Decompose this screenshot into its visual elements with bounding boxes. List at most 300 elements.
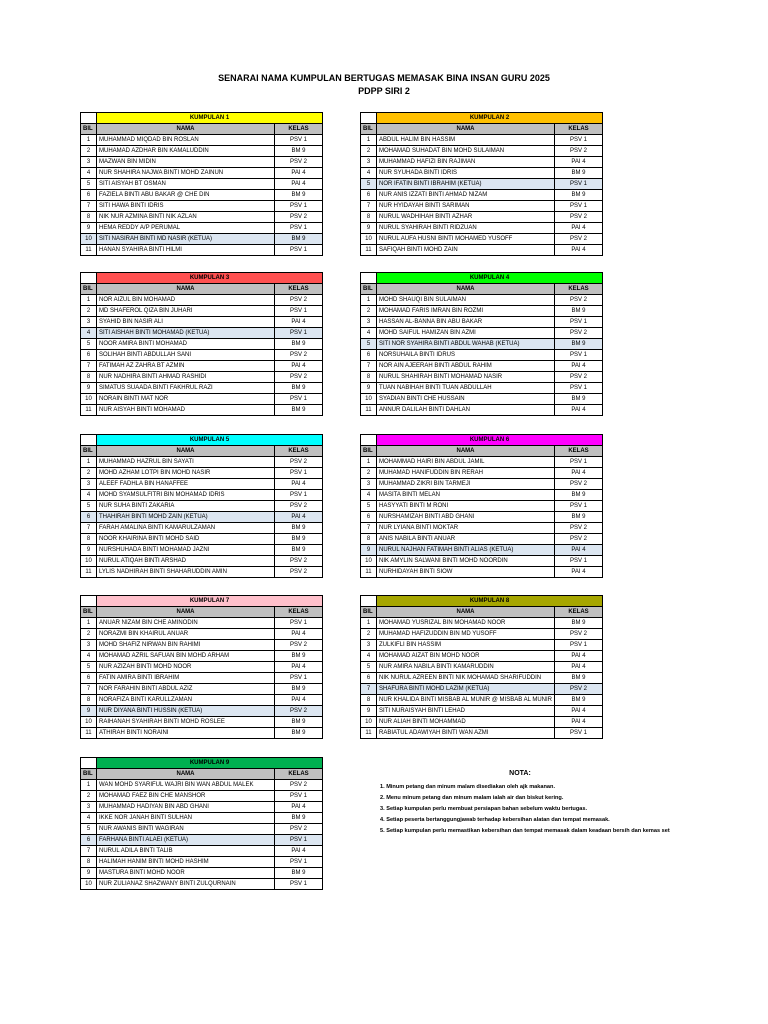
group-header-blank <box>81 273 97 284</box>
table-row <box>361 695 603 706</box>
member-name: SHAFURA BINTI MOHD LAZIM (KETUA) <box>377 684 555 695</box>
member-name: MUHAMMAD HADIYAN BIN ABD GHANI <box>97 802 275 813</box>
table-row <box>81 212 323 223</box>
row-number: 5 <box>361 179 377 190</box>
note-item: 1. Minum petang dan minum malam disediakan oleh ajk makanan. <box>380 784 556 790</box>
group-title: KUMPULAN 4 <box>377 273 603 284</box>
member-name: MUHAMMAD ZIKRI BIN TARMEJI <box>377 479 555 490</box>
table-row <box>81 350 323 361</box>
member-name: MOHD AZHAM LOTPI BIN MOHD NASIR <box>97 468 275 479</box>
table-row <box>361 394 603 405</box>
member-class: PSV 1 <box>555 383 603 394</box>
member-class: PSV 2 <box>555 523 603 534</box>
group-table <box>80 595 323 739</box>
column-header-nama: NAMA <box>97 446 275 457</box>
table-row <box>81 728 323 739</box>
member-class: BM 9 <box>275 234 323 245</box>
table-row <box>81 662 323 673</box>
member-name: NORAIN BINTI MAT NOR <box>97 394 275 405</box>
member-class: PSV 1 <box>275 394 323 405</box>
member-class: BM 9 <box>275 813 323 824</box>
row-number: 9 <box>361 706 377 717</box>
table-row <box>81 157 323 168</box>
column-header-nama: NAMA <box>377 124 555 135</box>
member-name: NUR AZIZAH BINTI MOHD NOOR <box>97 662 275 673</box>
member-class: BM 9 <box>275 684 323 695</box>
member-class: PSV 1 <box>555 728 603 739</box>
member-name: NUR AWANIS BINTI WAGIRAN <box>97 824 275 835</box>
member-class: PSV 2 <box>275 567 323 578</box>
table-row <box>81 706 323 717</box>
member-name: SOLIHAH BINTI ABDULLAH SANI <box>97 350 275 361</box>
member-name: ALEEF FADHLA BIN HANAFFEE <box>97 479 275 490</box>
member-class: PSV 1 <box>275 857 323 868</box>
member-name: SYAHID BIN NASIR ALI <box>97 317 275 328</box>
table-row <box>361 651 603 662</box>
row-number: 2 <box>361 468 377 479</box>
table-row <box>81 835 323 846</box>
table-row <box>361 468 603 479</box>
table-row <box>361 490 603 501</box>
member-class: PSV 1 <box>555 501 603 512</box>
member-class: PSV 2 <box>555 629 603 640</box>
row-number: 2 <box>361 146 377 157</box>
row-number: 7 <box>81 361 97 372</box>
member-name: NURUL NAJHAN FATIMAH BINTI ALIAS (KETUA) <box>377 545 555 556</box>
member-class: BM 9 <box>275 339 323 350</box>
note-item: 5. Setiap kumpulan perlu memastikan kebersihan dan tempat memasak dalam keadaan bersih dan kemas set <box>380 828 670 834</box>
document-subtitle: PDPP SIRI 2 <box>358 86 410 96</box>
member-class: PSV 2 <box>275 295 323 306</box>
table-row <box>361 640 603 651</box>
column-header-bil: BIL <box>361 124 377 135</box>
member-name: MUHAMMAD MIQDAD BIN ROSLAN <box>97 135 275 146</box>
member-name: MOHAMAD AIZAT BIN MOHD NOOR <box>377 651 555 662</box>
member-name: HEMA REDDY A/P PERUMAL <box>97 223 275 234</box>
table-row <box>81 695 323 706</box>
member-name: NUR KHALIDA BINTI MISBAB AL MUNIR @ MISBAB AL MUNIR <box>377 695 555 706</box>
table-row <box>81 780 323 791</box>
member-class: PAI 4 <box>275 512 323 523</box>
member-name: NUR SHAHIRA NAJWA BINTI MOHD ZAINUN <box>97 168 275 179</box>
table-row <box>81 523 323 534</box>
member-name: NURSHAMIZAH BINTI ABD GHANI <box>377 512 555 523</box>
row-number: 7 <box>81 201 97 212</box>
member-class: PSV 1 <box>275 223 323 234</box>
table-row <box>81 640 323 651</box>
row-number: 1 <box>361 135 377 146</box>
table-row <box>361 717 603 728</box>
row-number: 2 <box>81 306 97 317</box>
row-number: 9 <box>361 545 377 556</box>
row-number: 7 <box>81 684 97 695</box>
member-name: NOR IFATIN BINTI IBRAHIM (KETUA) <box>377 179 555 190</box>
member-class: PSV 1 <box>555 556 603 567</box>
member-name: SITI NOR SYAHIRA BINTI ABDUL WAHAB (KETUA) <box>377 339 555 350</box>
member-class: PAI 4 <box>275 317 323 328</box>
table-row <box>361 135 603 146</box>
row-number: 4 <box>361 490 377 501</box>
member-class: PSV 1 <box>275 245 323 256</box>
table-row <box>361 673 603 684</box>
row-number: 11 <box>361 567 377 578</box>
member-class: BM 9 <box>555 339 603 350</box>
member-class: PSV 1 <box>275 618 323 629</box>
table-row <box>81 223 323 234</box>
member-name: MOHAMAD FARIS IMRAN BIN ROZMI <box>377 306 555 317</box>
table-row <box>361 567 603 578</box>
member-class: PSV 2 <box>275 350 323 361</box>
member-name: MOHAMAD AZRIL SAFUAN BIN MOHD ARHAM <box>97 651 275 662</box>
member-name: MUHAMAD AZDHAR BIN KAMALUDDIN <box>97 146 275 157</box>
group-table <box>360 272 603 416</box>
member-name: NOR FARAHIN BINTI ABDUL AZIZ <box>97 684 275 695</box>
member-name: NUR AMIRA NABILA BINTI KAMARUDDIN <box>377 662 555 673</box>
member-class: PSV 2 <box>555 328 603 339</box>
member-class: PSV 1 <box>555 317 603 328</box>
member-name: NURUL ADILA BINTI TALIB <box>97 846 275 857</box>
member-name: ANNUR DALILAH BINTI DAHLAN <box>377 405 555 416</box>
table-row <box>361 728 603 739</box>
table-row <box>361 545 603 556</box>
row-number: 6 <box>361 512 377 523</box>
member-name: NURUL AUFA HUSNI BINTI MOHAMED YUSOFF <box>377 234 555 245</box>
note-item: 3. Setiap kumpulan perlu membuat persiapan bahan sebelum waktu bertugas. <box>380 806 588 812</box>
table-row <box>361 618 603 629</box>
member-class: PAI 4 <box>555 468 603 479</box>
column-header-nama: NAMA <box>97 607 275 618</box>
member-name: MOHAMAD YUSRIZAL BIN MOHAMAD NOOR <box>377 618 555 629</box>
table-row <box>361 534 603 545</box>
member-class: PAI 4 <box>275 695 323 706</box>
member-class: PAI 4 <box>555 405 603 416</box>
member-name: NURUL SYAHIRAH BINTI RIDZUAN <box>377 223 555 234</box>
table-row <box>361 383 603 394</box>
column-header-nama: NAMA <box>97 124 275 135</box>
row-number: 11 <box>81 567 97 578</box>
table-row <box>81 361 323 372</box>
row-number: 7 <box>361 201 377 212</box>
group-table <box>80 272 323 416</box>
member-class: PSV 2 <box>555 146 603 157</box>
row-number: 2 <box>361 629 377 640</box>
member-class: PSV 2 <box>555 372 603 383</box>
table-row <box>361 157 603 168</box>
row-number: 4 <box>81 168 97 179</box>
row-number: 9 <box>81 223 97 234</box>
member-class: PSV 2 <box>275 501 323 512</box>
group-header-blank <box>81 113 97 124</box>
member-class: BM 9 <box>275 545 323 556</box>
row-number: 6 <box>81 190 97 201</box>
group-title: KUMPULAN 5 <box>97 435 323 446</box>
row-number: 3 <box>81 317 97 328</box>
note-item: 4. Setiap peserta bertanggungjawab terhadap kebersihan alatan dan tempat memasak. <box>380 817 610 823</box>
member-name: MOHAMAD FAEZ BIN CHE MANSHOR <box>97 791 275 802</box>
row-number: 5 <box>81 179 97 190</box>
row-number: 4 <box>81 813 97 824</box>
table-row <box>361 501 603 512</box>
column-header-bil: BIL <box>81 446 97 457</box>
table-row <box>361 179 603 190</box>
member-class: PSV 1 <box>275 835 323 846</box>
row-number: 9 <box>81 706 97 717</box>
member-name: MOHAMMAD HAIRI BIN ABDUL JAMIL <box>377 457 555 468</box>
group-header-blank <box>81 435 97 446</box>
row-number: 9 <box>81 868 97 879</box>
table-row <box>81 468 323 479</box>
table-row <box>361 350 603 361</box>
row-number: 3 <box>361 157 377 168</box>
table-row <box>361 339 603 350</box>
group-table <box>80 112 323 256</box>
row-number: 8 <box>81 212 97 223</box>
member-class: BM 9 <box>555 512 603 523</box>
member-name: NUR ZULIANAZ SHAZWANY BINTI ZULQURNAIN <box>97 879 275 890</box>
member-name: NUR ALIAH BINTI MOHAMMAD <box>377 717 555 728</box>
row-number: 6 <box>81 673 97 684</box>
member-class: BM 9 <box>555 190 603 201</box>
group-title: KUMPULAN 3 <box>97 273 323 284</box>
column-header-nama: NAMA <box>97 284 275 295</box>
group-table <box>360 112 603 256</box>
column-header-kelas: KELAS <box>275 284 323 295</box>
member-class: PSV 2 <box>275 157 323 168</box>
column-header-nama: NAMA <box>377 446 555 457</box>
member-name: NUR DIYANA BINTI HUSSIN (KETUA) <box>97 706 275 717</box>
member-class: PSV 1 <box>555 201 603 212</box>
table-row <box>81 545 323 556</box>
table-row <box>81 534 323 545</box>
member-name: NURUL WADHIHAH BINTI AZHAR <box>377 212 555 223</box>
row-number: 2 <box>81 629 97 640</box>
table-row <box>361 523 603 534</box>
member-class: PAI 4 <box>555 545 603 556</box>
row-number: 8 <box>81 695 97 706</box>
member-name: HANAN SYAHIRA BINTI HILMI <box>97 245 275 256</box>
column-header-bil: BIL <box>361 446 377 457</box>
member-name: FARHANA BINTI ALAEI (KETUA) <box>97 835 275 846</box>
member-name: TUAN NABIHAH BINTI TUAN ABDULLAH <box>377 383 555 394</box>
member-name: FATIMAH AZ ZAHRA BT AZMIN <box>97 361 275 372</box>
column-header-kelas: KELAS <box>555 124 603 135</box>
row-number: 11 <box>361 245 377 256</box>
member-name: FAZIELA BINTI ABU BAKAR @ CHE DIN <box>97 190 275 201</box>
member-name: RAIHANAH SYAHIRAH BINTI MOHD ROSLEE <box>97 717 275 728</box>
member-class: PSV 1 <box>275 468 323 479</box>
row-number: 6 <box>81 512 97 523</box>
row-number: 10 <box>81 717 97 728</box>
group-header-blank <box>361 113 377 124</box>
member-name: NURUL ATIQAH BINTI ARSHAD <box>97 556 275 567</box>
row-number: 2 <box>361 306 377 317</box>
row-number: 1 <box>361 618 377 629</box>
table-row <box>361 457 603 468</box>
row-number: 6 <box>81 835 97 846</box>
member-name: NUR HYIDAYAH BINTI SARIMAN <box>377 201 555 212</box>
member-class: PAI 4 <box>555 223 603 234</box>
table-row <box>361 168 603 179</box>
member-class: BM 9 <box>555 168 603 179</box>
row-number: 3 <box>81 479 97 490</box>
member-name: MOHD SAIFUL HAMIZAN BIN AZMI <box>377 328 555 339</box>
table-row <box>361 662 603 673</box>
row-number: 8 <box>361 212 377 223</box>
row-number: 5 <box>81 662 97 673</box>
member-class: BM 9 <box>275 651 323 662</box>
member-class: PSV 1 <box>275 879 323 890</box>
member-class: PAI 4 <box>275 629 323 640</box>
member-class: PSV 2 <box>555 479 603 490</box>
member-class: PAI 4 <box>555 567 603 578</box>
column-header-bil: BIL <box>361 284 377 295</box>
member-name: MAZWAN BIN MIDIN <box>97 157 275 168</box>
member-class: PSV 2 <box>555 234 603 245</box>
group-header-blank <box>361 435 377 446</box>
table-row <box>81 317 323 328</box>
table-row <box>81 295 323 306</box>
note-item: 2. Menu minum petang dan minum malam ialah air dan biskut kering. <box>380 795 564 801</box>
table-row <box>81 245 323 256</box>
member-name: MD SHAFEROL QIZA BIN JUHARI <box>97 306 275 317</box>
member-class: PAI 4 <box>275 179 323 190</box>
group-header-blank <box>361 596 377 607</box>
member-name: IKKE NOR JANAH BINTI SULHAN <box>97 813 275 824</box>
row-number: 5 <box>81 339 97 350</box>
row-number: 3 <box>361 317 377 328</box>
group-header-blank <box>81 758 97 769</box>
table-row <box>81 802 323 813</box>
member-class: PAI 4 <box>555 361 603 372</box>
row-number: 7 <box>361 684 377 695</box>
member-class: PSV 1 <box>555 135 603 146</box>
table-row <box>361 212 603 223</box>
row-number: 9 <box>361 383 377 394</box>
row-number: 4 <box>81 490 97 501</box>
row-number: 10 <box>81 234 97 245</box>
member-class: PAI 4 <box>275 479 323 490</box>
row-number: 6 <box>361 350 377 361</box>
table-row <box>361 405 603 416</box>
table-row <box>81 201 323 212</box>
row-number: 4 <box>361 328 377 339</box>
member-class: PAI 4 <box>555 651 603 662</box>
column-header-nama: NAMA <box>97 769 275 780</box>
table-row <box>81 629 323 640</box>
table-row <box>81 791 323 802</box>
member-class: PSV 1 <box>275 306 323 317</box>
member-name: SAFIQAH BINTI MOHD ZAIN <box>377 245 555 256</box>
member-class: PSV 1 <box>555 640 603 651</box>
column-header-nama: NAMA <box>377 284 555 295</box>
member-name: MOHD SYAMSULFITRI BIN MOHAMAD IDRIS <box>97 490 275 501</box>
row-number: 10 <box>81 556 97 567</box>
member-class: PSV 2 <box>275 457 323 468</box>
row-number: 7 <box>81 846 97 857</box>
table-row <box>81 824 323 835</box>
member-class: PSV 1 <box>275 490 323 501</box>
member-class: PSV 2 <box>275 212 323 223</box>
row-number: 1 <box>361 295 377 306</box>
row-number: 4 <box>81 651 97 662</box>
table-row <box>361 306 603 317</box>
column-header-kelas: KELAS <box>275 607 323 618</box>
row-number: 6 <box>361 190 377 201</box>
row-number: 1 <box>81 618 97 629</box>
member-class: PAI 4 <box>555 706 603 717</box>
member-class: PAI 4 <box>555 717 603 728</box>
table-row <box>81 813 323 824</box>
table-row <box>361 512 603 523</box>
row-number: 9 <box>81 383 97 394</box>
member-name: FARAH AMALINA BINTI KAMARULZAMAN <box>97 523 275 534</box>
member-name: SITI HAWA BINTI IDRIS <box>97 201 275 212</box>
member-class: PAI 4 <box>275 662 323 673</box>
member-class: PAI 4 <box>275 168 323 179</box>
row-number: 11 <box>81 405 97 416</box>
member-class: PAI 4 <box>555 157 603 168</box>
table-row <box>81 383 323 394</box>
member-name: NUR NADHIRA BINTI AHMAD RASHIDI <box>97 372 275 383</box>
table-row <box>361 201 603 212</box>
table-row <box>81 190 323 201</box>
table-row <box>361 223 603 234</box>
member-class: BM 9 <box>275 405 323 416</box>
row-number: 1 <box>361 457 377 468</box>
member-class: PAI 4 <box>275 361 323 372</box>
document-title: SENARAI NAMA KUMPULAN BERTUGAS MEMASAK BINA INSAN GURU 2025 <box>218 73 550 83</box>
member-name: RABIATUL ADAWIYAH BINTI WAN AZMI <box>377 728 555 739</box>
table-row <box>361 146 603 157</box>
row-number: 3 <box>361 479 377 490</box>
row-number: 1 <box>81 295 97 306</box>
member-class: PSV 1 <box>275 201 323 212</box>
table-row <box>81 501 323 512</box>
column-header-kelas: KELAS <box>555 284 603 295</box>
member-class: PAI 4 <box>555 245 603 256</box>
table-row <box>81 234 323 245</box>
row-number: 1 <box>81 135 97 146</box>
row-number: 11 <box>81 245 97 256</box>
row-number: 8 <box>361 534 377 545</box>
member-name: HALIMAH HANIM BINTI MOHD HASHIM <box>97 857 275 868</box>
member-name: MUHAMAD HANIFUDDIN BIN RERAH <box>377 468 555 479</box>
member-name: MOHD SHAUQI BIN SULAIMAN <box>377 295 555 306</box>
group-title: KUMPULAN 9 <box>97 758 323 769</box>
member-name: ANUAR NIZAM BIN CHE AMINODIN <box>97 618 275 629</box>
member-name: FATIN AMIRA BINTI IBRAHIM <box>97 673 275 684</box>
member-name: NIK NURUL AZREEN BINTI NIK MOHAMAD SHARIFUDDIN <box>377 673 555 684</box>
row-number: 3 <box>81 157 97 168</box>
member-class: BM 9 <box>555 306 603 317</box>
member-name: NORAZMI BIN KHAIRUL ANUAR <box>97 629 275 640</box>
table-row <box>81 179 323 190</box>
row-number: 9 <box>361 223 377 234</box>
row-number: 5 <box>361 501 377 512</box>
member-name: NUR AISYAH BINTI MOHAMAD <box>97 405 275 416</box>
member-class: BM 9 <box>555 490 603 501</box>
table-row <box>81 651 323 662</box>
member-name: MUHAMMAD HAFIZI BIN RAJIMAN <box>377 157 555 168</box>
member-name: MUHAMAD HAFIZUDDIN BIN MD YUSOFF <box>377 629 555 640</box>
table-row <box>361 328 603 339</box>
member-class: PSV 2 <box>275 824 323 835</box>
row-number: 5 <box>361 339 377 350</box>
member-name: NORAFIZA BINTI KARULLZAMAN <box>97 695 275 706</box>
table-row <box>81 490 323 501</box>
member-class: PAI 4 <box>555 662 603 673</box>
table-row <box>81 673 323 684</box>
